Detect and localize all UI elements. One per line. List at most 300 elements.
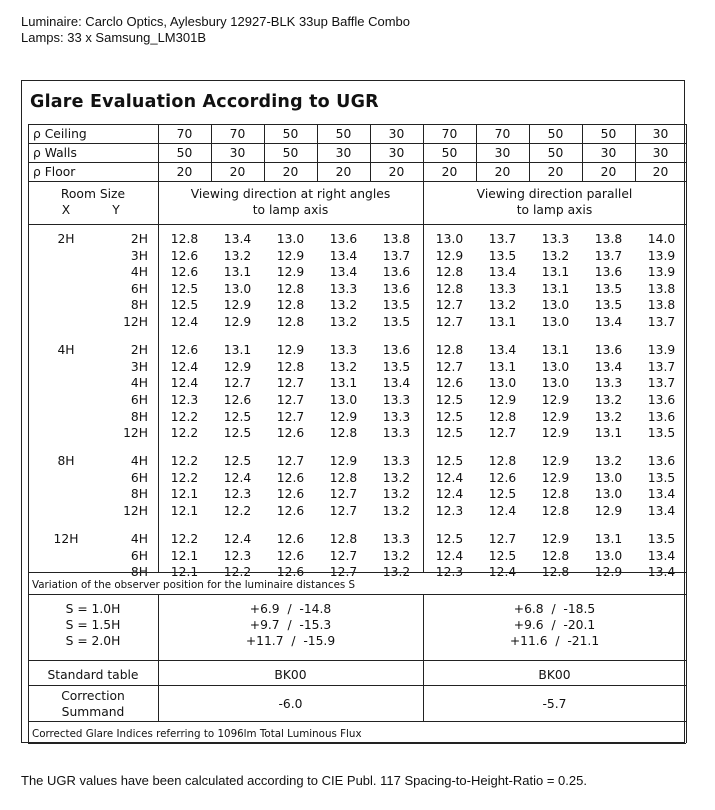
variation-parallel: +11.6 / -21.1	[509, 634, 600, 648]
ugr-parallel-value: 12.5	[435, 392, 464, 407]
ugr-parallel-value: 13.4	[647, 548, 676, 563]
rule	[28, 743, 686, 744]
rule	[264, 124, 265, 181]
rule	[423, 124, 424, 181]
ugr-right-value: 13.3	[382, 532, 411, 547]
ugr-right-value: 12.8	[276, 281, 305, 296]
rule	[28, 124, 686, 125]
ugr-right-value: 12.2	[170, 470, 199, 485]
ugr-right-value: 12.8	[276, 315, 305, 329]
room-y-value: 8H	[130, 409, 148, 424]
variation-parallel: +6.8 / -18.5	[513, 602, 596, 616]
rule	[158, 594, 159, 721]
room-y-value: 8H	[130, 298, 148, 313]
ugr-parallel-value: 13.0	[541, 376, 570, 391]
ugr-right-value: 13.4	[329, 248, 358, 263]
ugr-right-value: 12.1	[170, 487, 199, 502]
ugr-right-value: 12.7	[276, 392, 305, 407]
ugr-right-value: 12.1	[170, 565, 199, 580]
reflectance-value: 70	[229, 127, 246, 141]
variation-right: +11.7 / -15.9	[245, 634, 336, 648]
ugr-parallel-value: 13.7	[647, 315, 676, 329]
room-x-value: 4H	[57, 343, 75, 358]
ugr-parallel-value: 12.5	[435, 426, 464, 441]
variation-label: S = 2.0H	[65, 634, 121, 648]
ugr-right-value: 12.6	[276, 548, 305, 563]
ugr-right-value: 13.3	[329, 343, 358, 358]
ugr-right-value: 12.2	[223, 565, 252, 580]
ugr-parallel-value: 12.8	[435, 265, 464, 280]
ugr-right-value: 12.9	[329, 454, 358, 469]
ugr-right-value: 13.8	[382, 232, 411, 246]
ugr-right-value: 13.3	[382, 454, 411, 469]
reflectance-label: ρ Walls	[33, 146, 77, 160]
ugr-parallel-value: 12.9	[541, 470, 570, 485]
ugr-parallel-value: 12.9	[435, 248, 464, 263]
reflectance-value: 30	[652, 127, 669, 141]
ugr-right-value: 12.2	[223, 504, 252, 518]
ugr-parallel-value: 12.7	[488, 532, 517, 547]
reflectance-value: 30	[388, 127, 405, 141]
ugr-parallel-value: 13.1	[541, 265, 570, 280]
reflectance-label: ρ Floor	[33, 165, 76, 179]
ugr-parallel-value: 13.3	[594, 376, 623, 391]
view-right-line1: Viewing direction at right angles	[190, 187, 391, 201]
ugr-parallel-value: 12.8	[488, 454, 517, 469]
ugr-right-value: 13.2	[382, 548, 411, 563]
view-parallel-line1: Viewing direction parallel	[476, 187, 633, 201]
ugr-right-value: 12.4	[223, 532, 252, 547]
rule	[28, 181, 686, 182]
ugr-parallel-value: 13.0	[541, 359, 570, 374]
room-y-value: 2H	[130, 232, 148, 246]
ugr-right-value: 12.8	[276, 359, 305, 374]
ugr-right-value: 13.2	[382, 504, 411, 518]
reflectance-value: 20	[388, 165, 405, 179]
ugr-parallel-value: 12.7	[488, 426, 517, 441]
ugr-parallel-value: 12.9	[541, 454, 570, 469]
ugr-parallel-value: 13.7	[647, 376, 676, 391]
ugr-parallel-value: 13.0	[541, 298, 570, 313]
ugr-parallel-value: 13.6	[594, 265, 623, 280]
room-y-value: 8H	[130, 565, 148, 580]
ugr-parallel-value: 13.6	[647, 392, 676, 407]
ugr-right-value: 12.5	[170, 298, 199, 313]
ugr-right-value: 12.4	[170, 359, 199, 374]
ugr-right-value: 13.6	[329, 232, 358, 246]
ugr-right-value: 12.9	[223, 298, 252, 313]
view-parallel-line2: to lamp axis	[516, 203, 593, 217]
rule	[28, 660, 686, 661]
ugr-right-value: 12.8	[276, 298, 305, 313]
ugr-right-value: 12.3	[223, 548, 252, 563]
reflectance-value: 20	[600, 165, 617, 179]
reflectance-label: ρ Ceiling	[33, 127, 87, 141]
ugr-parallel-value: 12.7	[435, 315, 464, 329]
ugr-right-value: 13.6	[382, 265, 411, 280]
ugr-parallel-value: 13.9	[647, 248, 676, 263]
reflectance-value: 50	[441, 146, 458, 160]
ugr-parallel-value: 13.7	[647, 359, 676, 374]
ugr-parallel-value: 12.3	[435, 504, 464, 518]
ugr-parallel-value: 12.8	[435, 343, 464, 358]
ugr-right-value: 13.2	[329, 359, 358, 374]
ugr-parallel-value: 13.5	[488, 248, 517, 263]
room-y-value: 6H	[130, 281, 148, 296]
variation-label: S = 1.0H	[65, 602, 121, 616]
ugr-right-value: 12.8	[329, 470, 358, 485]
ugr-parallel-value: 12.9	[594, 504, 623, 518]
ugr-right-value: 12.2	[170, 409, 199, 424]
ugr-right-value: 12.6	[276, 487, 305, 502]
variation-right: +6.9 / -14.8	[249, 602, 332, 616]
ugr-parallel-value: 13.1	[594, 426, 623, 441]
rule	[423, 181, 424, 572]
ugr-right-value: 12.2	[170, 532, 199, 547]
ugr-parallel-value: 13.9	[647, 343, 676, 358]
ugr-right-value: 13.2	[329, 298, 358, 313]
ugr-right-value: 12.6	[223, 392, 252, 407]
rule	[158, 181, 159, 572]
ugr-parallel-value: 13.0	[488, 376, 517, 391]
ugr-right-value: 12.1	[170, 548, 199, 563]
standard-table-right: BK00	[274, 668, 307, 682]
ugr-parallel-value: 12.6	[435, 376, 464, 391]
ugr-right-value: 12.6	[276, 470, 305, 485]
reflectance-value: 70	[494, 127, 511, 141]
rule	[211, 124, 212, 181]
ugr-right-value: 12.8	[170, 232, 199, 246]
ugr-right-value: 12.6	[170, 343, 199, 358]
ugr-parallel-value: 12.4	[488, 504, 517, 518]
ugr-parallel-value: 12.4	[435, 548, 464, 563]
ugr-right-value: 12.6	[170, 265, 199, 280]
ugr-right-value: 13.6	[382, 343, 411, 358]
ugr-right-value: 12.8	[329, 426, 358, 441]
ugr-right-value: 12.9	[223, 315, 252, 329]
ugr-right-value: 12.5	[223, 409, 252, 424]
ugr-parallel-value: 12.9	[488, 392, 517, 407]
ugr-parallel-value: 13.8	[647, 281, 676, 296]
ugr-parallel-value: 13.3	[541, 232, 570, 246]
ugr-parallel-value: 13.9	[647, 265, 676, 280]
ugr-parallel-value: 13.4	[647, 504, 676, 518]
room-x-value: 8H	[57, 454, 75, 469]
room-y-value: 6H	[130, 470, 148, 485]
room-y-value: 2H	[130, 343, 148, 358]
rule	[28, 224, 686, 225]
ugr-parallel-value: 12.9	[594, 565, 623, 580]
room-y-value: 8H	[130, 487, 148, 502]
ugr-parallel-value: 13.1	[541, 343, 570, 358]
correction-label-1: Correction	[61, 689, 125, 703]
ugr-parallel-value: 12.8	[541, 487, 570, 502]
reflectance-value: 50	[282, 127, 299, 141]
rule	[635, 124, 636, 181]
rule	[423, 594, 424, 721]
ugr-parallel-value: 13.5	[594, 281, 623, 296]
variation-right: +9.7 / -15.3	[249, 618, 332, 632]
ugr-parallel-value: 13.7	[594, 248, 623, 263]
ugr-right-value: 12.7	[329, 548, 358, 563]
ugr-right-value: 12.7	[329, 565, 358, 580]
ugr-parallel-value: 13.1	[594, 532, 623, 547]
reflectance-value: 30	[388, 146, 405, 160]
ugr-parallel-value: 13.4	[647, 565, 676, 580]
ugr-parallel-value: 13.2	[594, 454, 623, 469]
variation-parallel: +9.6 / -20.1	[513, 618, 596, 632]
ugr-right-value: 12.6	[276, 504, 305, 518]
ugr-parallel-value: 13.4	[594, 359, 623, 374]
corrected-note: Corrected Glare Indices referring to 1096lm Total Luminous Flux	[32, 728, 362, 740]
room-y-value: 4H	[130, 376, 148, 391]
ugr-parallel-value: 13.0	[435, 232, 464, 246]
ugr-right-value: 13.7	[382, 248, 411, 263]
room-x-label: X	[61, 203, 71, 217]
ugr-right-value: 12.9	[329, 409, 358, 424]
ugr-parallel-value: 12.9	[541, 426, 570, 441]
ugr-parallel-value: 12.8	[541, 504, 570, 518]
ugr-parallel-value: 13.1	[488, 359, 517, 374]
lamps-line: Lamps: 33 x Samsung_LM301B	[21, 30, 206, 45]
ugr-right-value: 13.1	[223, 265, 252, 280]
rule	[28, 685, 686, 686]
reflectance-value: 50	[547, 146, 564, 160]
ugr-parallel-value: 14.0	[647, 232, 676, 246]
ugr-parallel-value: 12.9	[541, 532, 570, 547]
ugr-right-value: 12.9	[276, 265, 305, 280]
rule	[317, 124, 318, 181]
ugr-right-value: 12.1	[170, 504, 199, 518]
rule	[28, 572, 686, 573]
reflectance-value: 50	[176, 146, 193, 160]
ugr-parallel-value: 13.6	[647, 454, 676, 469]
reflectance-value: 50	[547, 127, 564, 141]
ugr-right-value: 13.4	[382, 376, 411, 391]
ugr-parallel-value: 12.5	[435, 409, 464, 424]
ugr-parallel-value: 12.9	[541, 409, 570, 424]
reflectance-value: 50	[335, 127, 352, 141]
ugr-parallel-value: 12.7	[435, 298, 464, 313]
ugr-right-value: 12.3	[170, 392, 199, 407]
ugr-parallel-value: 12.5	[488, 487, 517, 502]
ugr-parallel-value: 13.4	[488, 265, 517, 280]
rule	[370, 124, 371, 181]
ugr-right-value: 13.2	[329, 315, 358, 329]
ugr-right-value: 12.7	[276, 409, 305, 424]
rule	[158, 124, 159, 181]
ugr-parallel-value: 13.5	[647, 426, 676, 441]
room-y-value: 3H	[130, 359, 148, 374]
ugr-right-value: 13.2	[382, 487, 411, 502]
ugr-right-value: 12.5	[223, 454, 252, 469]
ugr-parallel-value: 13.6	[647, 409, 676, 424]
ugr-right-value: 12.7	[329, 487, 358, 502]
ugr-parallel-value: 12.4	[488, 565, 517, 580]
room-y-value: 3H	[130, 248, 148, 263]
ugr-parallel-value: 12.8	[435, 281, 464, 296]
ugr-parallel-value: 13.2	[594, 409, 623, 424]
room-y-value: 12H	[123, 315, 148, 329]
ugr-parallel-value: 13.1	[541, 281, 570, 296]
reflectance-value: 20	[176, 165, 193, 179]
ugr-parallel-value: 13.5	[594, 298, 623, 313]
rule	[28, 162, 686, 163]
ugr-right-value: 13.4	[223, 232, 252, 246]
ugr-parallel-value: 12.4	[435, 487, 464, 502]
ugr-right-value: 12.7	[276, 376, 305, 391]
ugr-right-value: 12.9	[223, 359, 252, 374]
ugr-parallel-value: 13.2	[594, 392, 623, 407]
ugr-right-value: 13.6	[382, 281, 411, 296]
ugr-parallel-value: 13.5	[647, 532, 676, 547]
reflectance-value: 20	[335, 165, 352, 179]
ugr-right-value: 13.5	[382, 298, 411, 313]
ugr-right-value: 13.5	[382, 359, 411, 374]
ugr-parallel-value: 13.3	[488, 281, 517, 296]
ugr-right-value: 13.0	[276, 232, 305, 246]
ugr-parallel-value: 13.0	[594, 487, 623, 502]
rule	[28, 124, 29, 743]
reflectance-value: 20	[441, 165, 458, 179]
ugr-right-value: 13.4	[329, 265, 358, 280]
ugr-right-value: 12.4	[170, 315, 199, 329]
rule	[28, 721, 686, 722]
reflectance-value: 50	[600, 127, 617, 141]
ugr-parallel-value: 12.7	[435, 359, 464, 374]
ugr-parallel-value: 13.0	[594, 470, 623, 485]
ugr-right-value: 12.6	[276, 565, 305, 580]
room-y-value: 4H	[130, 532, 148, 547]
reflectance-value: 20	[494, 165, 511, 179]
ugr-parallel-value: 13.4	[488, 343, 517, 358]
ugr-parallel-value: 12.5	[435, 454, 464, 469]
room-y-value: 12H	[123, 504, 148, 518]
rule	[28, 143, 686, 144]
room-x-value: 2H	[57, 232, 75, 246]
standard-table-label: Standard table	[47, 668, 139, 682]
reflectance-value: 30	[600, 146, 617, 160]
reflectance-value: 30	[335, 146, 352, 160]
ugr-right-value: 12.9	[276, 343, 305, 358]
room-x-value: 12H	[53, 532, 79, 547]
variation-label: S = 1.5H	[65, 618, 121, 632]
view-right-line2: to lamp axis	[252, 203, 329, 217]
ugr-parallel-value: 12.5	[488, 548, 517, 563]
reflectance-value: 20	[652, 165, 669, 179]
rule	[476, 124, 477, 181]
correction-right: -6.0	[278, 697, 303, 711]
ugr-parallel-value: 13.1	[488, 315, 517, 329]
ugr-right-value: 13.0	[329, 392, 358, 407]
ugr-right-value: 13.3	[382, 409, 411, 424]
variation-caption: Variation of the observer position for the luminaire distances S	[32, 579, 356, 591]
reflectance-value: 70	[176, 127, 193, 141]
ugr-parallel-value: 12.8	[541, 565, 570, 580]
luminaire-line: Luminaire: Carclo Optics, Aylesbury 12927-BLK 33up Baffle Combo	[21, 14, 411, 29]
reflectance-value: 50	[282, 146, 299, 160]
ugr-right-value: 13.3	[329, 281, 358, 296]
ugr-right-value: 12.5	[170, 281, 199, 296]
ugr-right-value: 12.3	[223, 487, 252, 502]
correction-label-2: Summand	[61, 705, 125, 719]
ugr-parallel-value: 13.2	[541, 248, 570, 263]
ugr-right-value: 13.5	[382, 315, 411, 329]
reflectance-value: 30	[494, 146, 511, 160]
ugr-parallel-value: 12.8	[488, 409, 517, 424]
ugr-parallel-value: 13.2	[488, 298, 517, 313]
rule	[529, 124, 530, 181]
ugr-right-value: 12.5	[223, 426, 252, 441]
ugr-right-value: 13.1	[223, 343, 252, 358]
ugr-parallel-value: 13.8	[647, 298, 676, 313]
ugr-right-value: 13.2	[223, 248, 252, 263]
footer-note: The UGR values have been calculated according to CIE Publ. 117 Spacing-to-Height-Ratio = 0.25.	[21, 773, 587, 788]
ugr-right-value: 12.7	[223, 376, 252, 391]
ugr-right-value: 12.9	[276, 248, 305, 263]
room-size-label: Room Size	[60, 187, 126, 201]
ugr-right-value: 13.1	[329, 376, 358, 391]
ugr-right-value: 12.2	[170, 426, 199, 441]
rule	[28, 594, 686, 595]
ugr-parallel-value: 12.8	[541, 548, 570, 563]
correction-parallel: -5.7	[542, 697, 567, 711]
ugr-right-value: 12.7	[276, 454, 305, 469]
reflectance-value: 70	[441, 127, 458, 141]
room-y-value: 6H	[130, 392, 148, 407]
ugr-parallel-value: 13.0	[594, 548, 623, 563]
room-y-value: 4H	[130, 265, 148, 280]
rule	[582, 124, 583, 181]
ugr-right-value: 12.6	[276, 532, 305, 547]
ugr-parallel-value: 13.6	[594, 343, 623, 358]
ugr-right-value: 12.6	[170, 248, 199, 263]
reflectance-value: 30	[229, 146, 246, 160]
ugr-parallel-value: 13.4	[647, 487, 676, 502]
ugr-right-value: 13.2	[382, 565, 411, 580]
ugr-right-value: 12.2	[170, 454, 199, 469]
ugr-parallel-value: 13.0	[541, 315, 570, 329]
rule	[686, 124, 687, 743]
ugr-parallel-value: 13.5	[647, 470, 676, 485]
ugr-right-value: 12.6	[276, 426, 305, 441]
ugr-right-value: 13.3	[382, 426, 411, 441]
ugr-parallel-value: 12.6	[488, 470, 517, 485]
ugr-right-value: 13.2	[382, 470, 411, 485]
ugr-parallel-value: 12.4	[435, 470, 464, 485]
reflectance-value: 30	[652, 146, 669, 160]
room-y-value: 12H	[123, 426, 148, 441]
ugr-parallel-value: 13.7	[488, 232, 517, 246]
ugr-parallel-value: 13.8	[594, 232, 623, 246]
reflectance-value: 20	[282, 165, 299, 179]
room-y-label: Y	[112, 203, 120, 217]
ugr-right-value: 13.0	[223, 281, 252, 296]
ugr-right-value: 12.8	[329, 532, 358, 547]
ugr-right-value: 12.7	[329, 504, 358, 518]
ugr-right-value: 13.3	[382, 392, 411, 407]
ugr-right-value: 12.4	[170, 376, 199, 391]
reflectance-value: 20	[229, 165, 246, 179]
reflectance-value: 20	[547, 165, 564, 179]
standard-table-parallel: BK00	[538, 668, 571, 682]
ugr-parallel-value: 12.3	[435, 565, 464, 580]
ugr-parallel-value: 12.9	[541, 392, 570, 407]
room-y-value: 4H	[130, 454, 148, 469]
ugr-parallel-value: 13.4	[594, 315, 623, 329]
room-y-value: 6H	[130, 548, 148, 563]
ugr-parallel-value: 12.5	[435, 532, 464, 547]
